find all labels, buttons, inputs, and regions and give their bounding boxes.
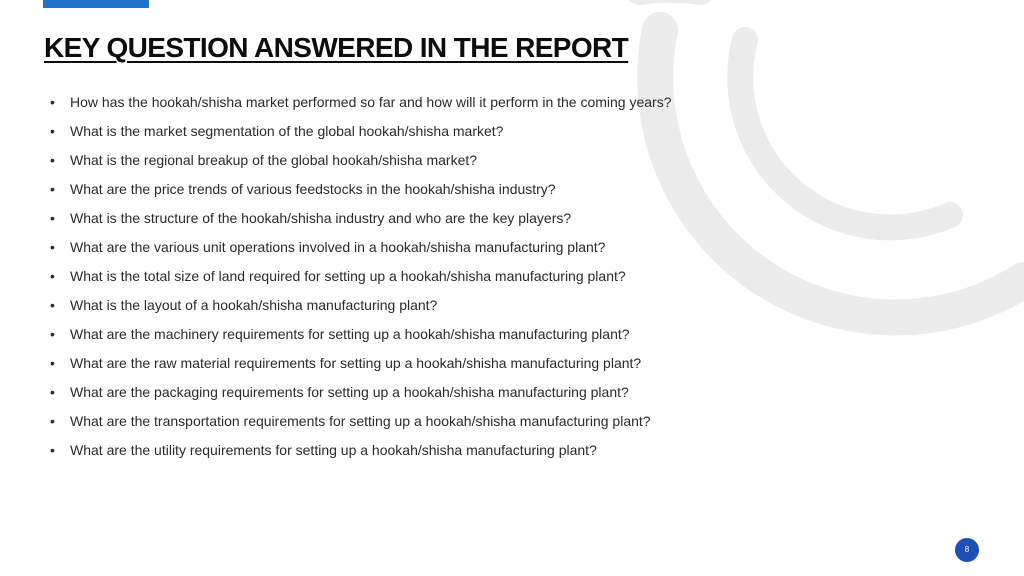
question-text: What is the market segmentation of the global hookah/shisha market? bbox=[70, 123, 504, 139]
question-item bbox=[48, 293, 672, 322]
bullet-icon: • bbox=[50, 384, 55, 400]
question-item bbox=[48, 438, 672, 467]
bullet-icon: • bbox=[50, 442, 55, 458]
bullet-icon: • bbox=[50, 326, 55, 342]
question-item bbox=[48, 351, 672, 380]
question-item bbox=[48, 206, 672, 235]
question-text: What are the utility requirements for setting up a hookah/shisha manufacturing plant? bbox=[70, 442, 597, 458]
question-text: What is the regional breakup of the global hookah/shisha market? bbox=[70, 152, 478, 168]
question-text: What are the packaging requirements for setting up a hookah/shisha manufacturing plant? bbox=[70, 384, 629, 400]
inner-arc bbox=[740, 40, 950, 227]
slide-title: KEY QUESTION ANSWERED IN THE REPORT bbox=[44, 32, 629, 63]
bullet-icon: • bbox=[50, 239, 55, 255]
question-text: What are the various unit operations involved in a hookah/shisha manufacturing plant? bbox=[70, 239, 606, 255]
question-item bbox=[48, 264, 672, 293]
bullet-icon: • bbox=[50, 210, 55, 226]
page-number-badge: 8 bbox=[955, 538, 979, 562]
bullet-icon: • bbox=[50, 297, 55, 313]
bullet-icon: • bbox=[50, 268, 55, 284]
question-text: What is the layout of a hookah/shisha manufacturing plant? bbox=[70, 297, 438, 313]
bullet-icon: • bbox=[50, 413, 55, 429]
question-text: What are the machinery requirements for setting up a hookah/shisha manufacturing plant? bbox=[70, 326, 630, 342]
bullet-icon: • bbox=[50, 123, 55, 139]
bullet-icon: • bbox=[50, 94, 55, 110]
question-item bbox=[48, 119, 672, 148]
bullet-icon: • bbox=[50, 355, 55, 371]
question-text: How has the hookah/shisha market performed so far and how will it perform in the coming years? bbox=[70, 94, 672, 110]
question-item bbox=[48, 322, 672, 351]
question-item bbox=[48, 148, 672, 177]
question-text: What is the total size of land required for setting up a hookah/shisha manufacturing plant? bbox=[70, 268, 626, 284]
bullet-icon: • bbox=[50, 181, 55, 197]
question-item bbox=[48, 380, 672, 409]
top-accent-bar bbox=[43, 0, 149, 8]
question-item bbox=[48, 90, 672, 119]
question-item bbox=[48, 409, 672, 438]
question-list bbox=[48, 90, 672, 467]
question-text: What are the raw material requirements for setting up a hookah/shisha manufacturing plant? bbox=[70, 355, 642, 371]
question-item bbox=[48, 177, 672, 206]
outer-arc bbox=[655, 30, 1024, 317]
question-text: What is the structure of the hookah/shisha industry and who are the key players? bbox=[70, 210, 572, 226]
question-text: What are the transportation requirements for setting up a hookah/shisha manufacturing plant? bbox=[70, 413, 651, 429]
question-item bbox=[48, 235, 672, 264]
question-text: What are the price trends of various feedstocks in the hookah/shisha industry? bbox=[70, 181, 556, 197]
bullet-icon: • bbox=[50, 152, 55, 168]
